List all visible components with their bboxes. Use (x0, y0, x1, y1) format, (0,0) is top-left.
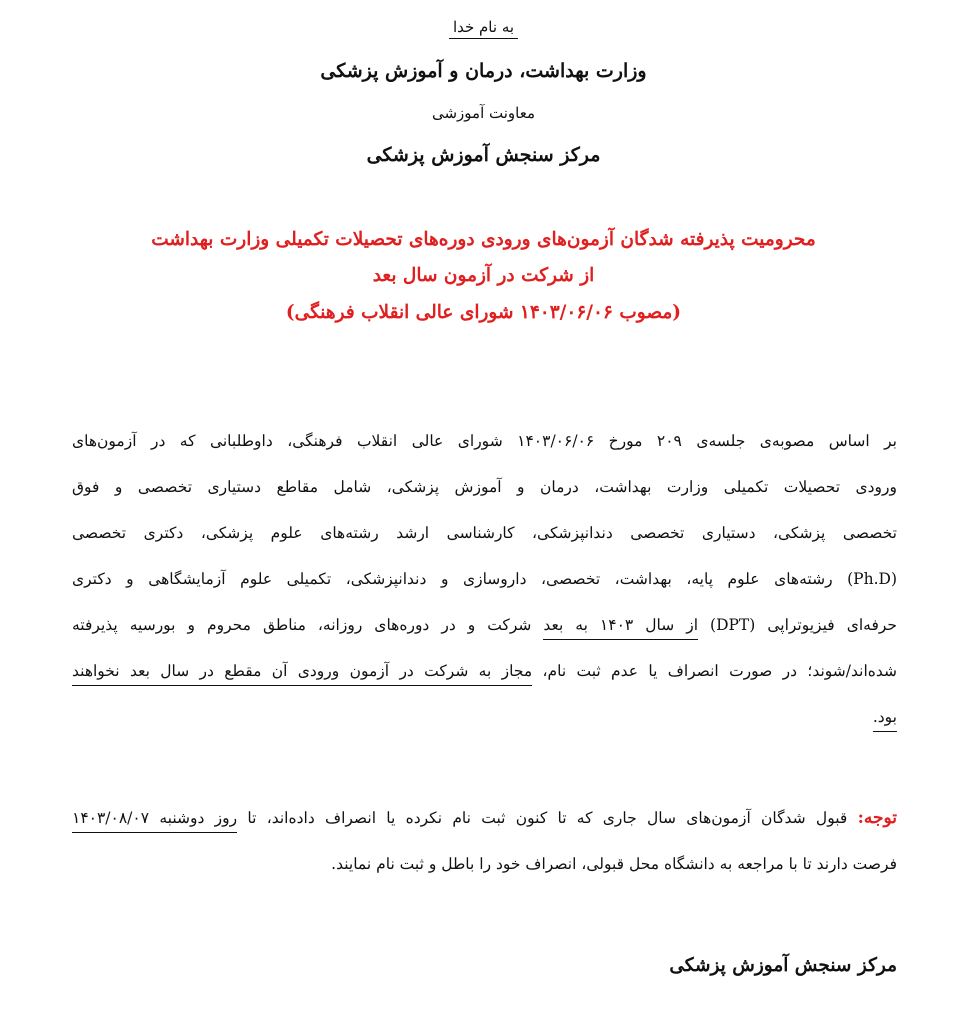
body-line (72, 602, 897, 648)
body-line (72, 694, 897, 740)
note-line: فرصت دارند تا با مراجعه به دانشگاه محل قبولی، انصراف خود را باطل و ثبت نام نمایند. (331, 855, 897, 873)
announcement-title-line-3: (مصوب ۱۴۰۳/۰۶/۰۶ شورای عالی انقلاب فرهنگی) (285, 302, 682, 323)
note-label: توجه: (857, 808, 897, 828)
ministry-title: وزارت بهداشت، درمان و آموزش پزشکی (320, 60, 647, 82)
announcement-title-line-1: محرومیت پذیرفته شدگان آزمون‌های ورودی دوره‌های تحصیلات تکمیلی وزارت بهداشت (151, 229, 816, 250)
note-text-segment: قبول شدگان آزمون‌های سال جاری که تا کنون ثبت نام نکرده یا انصراف داده‌اند، تا (237, 809, 858, 827)
underlined-phrase-year: از سال ۱۴۰۳ به بعد (543, 616, 698, 640)
announcement-title-line-2: از شرکت در آزمون سال بعد (372, 265, 595, 286)
basmala-text: به نام خدا (449, 18, 518, 39)
body-text-segment: شده‌اند/شوند؛ در صورت انصراف یا عدم ثبت نام، (532, 662, 898, 680)
footer-signature: مرکز سنجش آموزش پزشکی (669, 955, 897, 976)
body-line: (Ph.D) رشته‌های علوم پایه، بهداشت، تخصصی، داروسازی و دندانپزشکی، تکمیلی علوم آزمایشگاهی و دکتری (72, 570, 897, 588)
note-line (72, 795, 897, 841)
body-line: ورودی تحصیلات تکمیلی وزارت بهداشت، درمان و آموزش پزشکی، شامل مقاطع دستیاری تخصصی و فوق (72, 478, 897, 496)
basmala (0, 18, 967, 36)
underlined-phrase-end: بود. (873, 708, 897, 732)
body-line (72, 648, 897, 694)
body-line: تخصصی پزشکی، دستیاری تخصصی دندانپزشکی، کارشناسی ارشد رشته‌های علوم پزشکی، دکتری تخصصی (72, 524, 897, 542)
center-title: مرکز سنجش آموزش پزشکی (366, 144, 601, 166)
body-text-segment: حرفه‌ای فیزیوتراپی (DPT) (698, 616, 897, 634)
body-paragraph (72, 418, 897, 740)
note-paragraph (72, 795, 897, 887)
underlined-deadline: روز دوشنبه ۱۴۰۳/۰۸/۰۷ (72, 809, 237, 833)
deputy-title: معاونت آموزشی (431, 104, 536, 122)
body-line: بر اساس مصوبه‌ی جلسه‌ی ۲۰۹ مورخ ۱۴۰۳/۰۶/۰۶ شورای عالی انقلاب فرهنگی، داوطلبانی که در آزمون‌های (72, 432, 897, 450)
body-text-segment: شرکت و در دوره‌های روزانه، مناطق محروم و بورسیه پذیرفته (72, 616, 544, 634)
underlined-phrase-ban: مجاز به شرکت در آزمون ورودی آن مقطع در سال بعد نخواهند (72, 662, 532, 686)
